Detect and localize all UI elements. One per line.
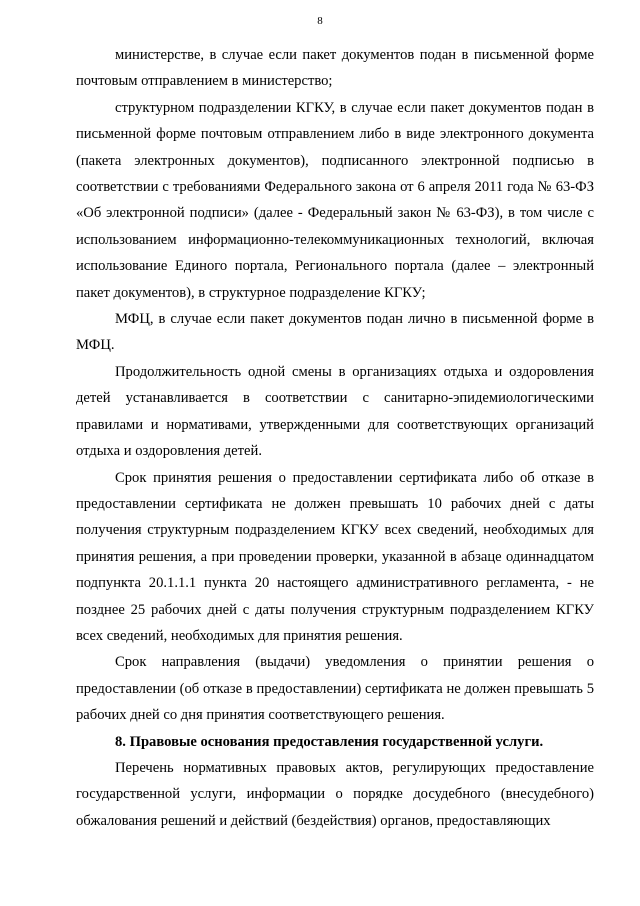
section-heading: 8. Правовые основания предоставления государственной услуги. xyxy=(115,733,544,750)
page-number: 8 xyxy=(317,15,323,27)
paragraph-legal-acts: Перечень нормативных правовых актов, регулирующих предоставление государственной услуги, информации о порядке досудебного (внесудебного) обжалования решений и действий (бездействия) органов, предоставляющих xyxy=(76,759,594,829)
document-body xyxy=(76,42,594,834)
paragraph-kgku: структурном подразделении КГКУ, в случае если пакет документов подан в письменной форме почтовым отправлением либо в виде электронного документа (пакета электронных документов), подписанного электронной подписью в соответствии с требованиями Федерального закона от 6 апреля 2011 года № 63-ФЗ «Об электронной подписи» (далее - Федеральный закон № 63-ФЗ), в том числе с использованием информационно-телекоммуникационных технологий, включая использование Единого портала, Регионального портала (далее – электронный пакет документов), в структурное подразделение КГКУ; xyxy=(76,99,594,301)
paragraph-notification-term: Срок направления (выдачи) уведомления о принятии решения о предоставлении (об отказе в предоставлении) сертификата не должен превышать 5 рабочих дней со дня принятия соответствующего решения. xyxy=(76,654,594,724)
paragraph-shift-duration: Продолжительность одной смены в организациях отдыха и оздоровления детей устанавливается в соответствии с санитарно-эпидемиологическими правилами и нормативами, утвержденными для соответствующих организаций отдыха и оздоровления детей. xyxy=(76,363,594,460)
paragraph-decision-term: Срок принятия решения о предоставлении сертификата либо об отказе в предоставлении сертификата не должен превышать 10 рабочих дней с даты получения структурным подразделением КГКУ всех сведений, необходимых для принятия решения, а при проведении проверки, указанной в абзаце одиннадцатом подпункта 20.1.1.1 пункта 20 настоящего административного регламента, - не позднее 25 рабочих дней с даты получения структурным подразделением КГКУ всех сведений, необходимых для принятия решения. xyxy=(76,469,594,644)
paragraph-mfc: МФЦ, в случае если пакет документов подан лично в письменной форме в МФЦ. xyxy=(76,311,594,354)
paragraph-ministry: министерстве, в случае если пакет документов подан в письменной форме почтовым отправлением в министерство; xyxy=(76,47,594,90)
